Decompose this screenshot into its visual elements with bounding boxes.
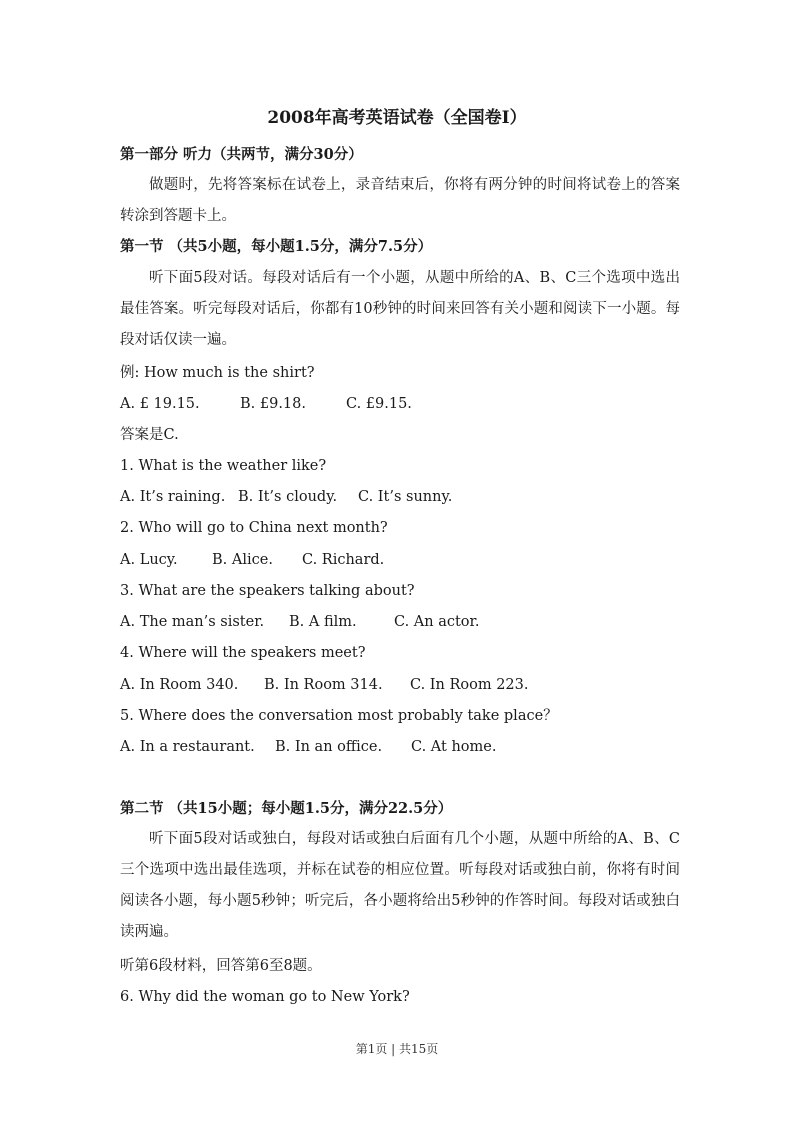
option-b: B. Alice.: [212, 552, 273, 568]
section1-heading: 第一节 （共5小题，每小题1.5分，满分7.5分）: [120, 238, 433, 255]
option-c: C. £9.15.: [346, 396, 412, 412]
question-4: 4. Where will the speakers meet?: [120, 645, 366, 661]
option-b: B. It’s cloudy.: [238, 489, 338, 505]
example-question: 例: How much is the shirt?: [120, 365, 315, 381]
option-a: A. It’s raining.: [120, 489, 226, 505]
question-6: 6. Why did the woman go to New York?: [120, 989, 410, 1005]
example-answer: 答案是C.: [120, 427, 179, 443]
part1-instructions: 做题时，先将答案标在试卷上，录音结束后，你将有两分钟的时间将试卷上的答案转涂到答题卡上。: [120, 177, 680, 224]
page-title: 2008年高考英语试卷（全国卷I）: [267, 108, 527, 128]
option-c: C. In Room 223.: [410, 677, 529, 693]
option-b: B. In an office.: [275, 739, 383, 755]
option-a: A. £ 19.15.: [120, 396, 200, 412]
option-b: B. In Room 314.: [264, 677, 383, 693]
question-2: 2. Who will go to China next month?: [120, 520, 388, 536]
part1-heading: 第一部分 听力（共两节，满分30分）: [120, 146, 363, 163]
material-note: 听第6段材料，回答第6至8题。: [120, 958, 322, 974]
option-c: C. Richard.: [302, 552, 385, 568]
question-3: 3. What are the speakers talking about?: [120, 583, 415, 599]
option-c: C. An actor.: [394, 614, 480, 630]
section1-instructions: 听下面5段对话。每段对话后有一个小题，从题中所给的A、B、C三个选项中选出最佳答案。听完每段对话后，你都有10秒钟的时间来回答有关小题和阅读下一小题。每段对话仅读一遍。: [120, 270, 680, 348]
page-footer: 第1页 | 共15页: [355, 1042, 439, 1056]
option-b: B. £9.18.: [240, 396, 306, 412]
question-5: 5. Where does the conversation most probably take place？: [120, 708, 558, 724]
option-b: B. A film.: [289, 614, 357, 630]
question-1: 1. What is the weather like?: [120, 458, 327, 474]
option-a: A. In a restaurant.: [120, 739, 255, 755]
option-c: C. At home.: [411, 739, 497, 755]
option-a: A. In Room 340.: [120, 677, 239, 693]
option-c: C. It’s sunny.: [358, 489, 453, 505]
section2-instructions: 听下面5段对话或独白，每段对话或独白后面有几个小题，从题中所给的A、B、C三个选项中选出最佳选项，并标在试卷的相应位置。听每段对话或独白前，你将有时间阅读各小题，每小题5秒钟；听完后，各小题将给出5秒钟的作答时间。每段对话或独白读两遍。: [120, 831, 680, 940]
option-a: A. Lucy.: [120, 552, 178, 568]
section2-heading: 第二节 （共15小题；每小题1.5分，满分22.5分）: [120, 800, 453, 817]
option-a: A. The man’s sister.: [120, 614, 265, 630]
